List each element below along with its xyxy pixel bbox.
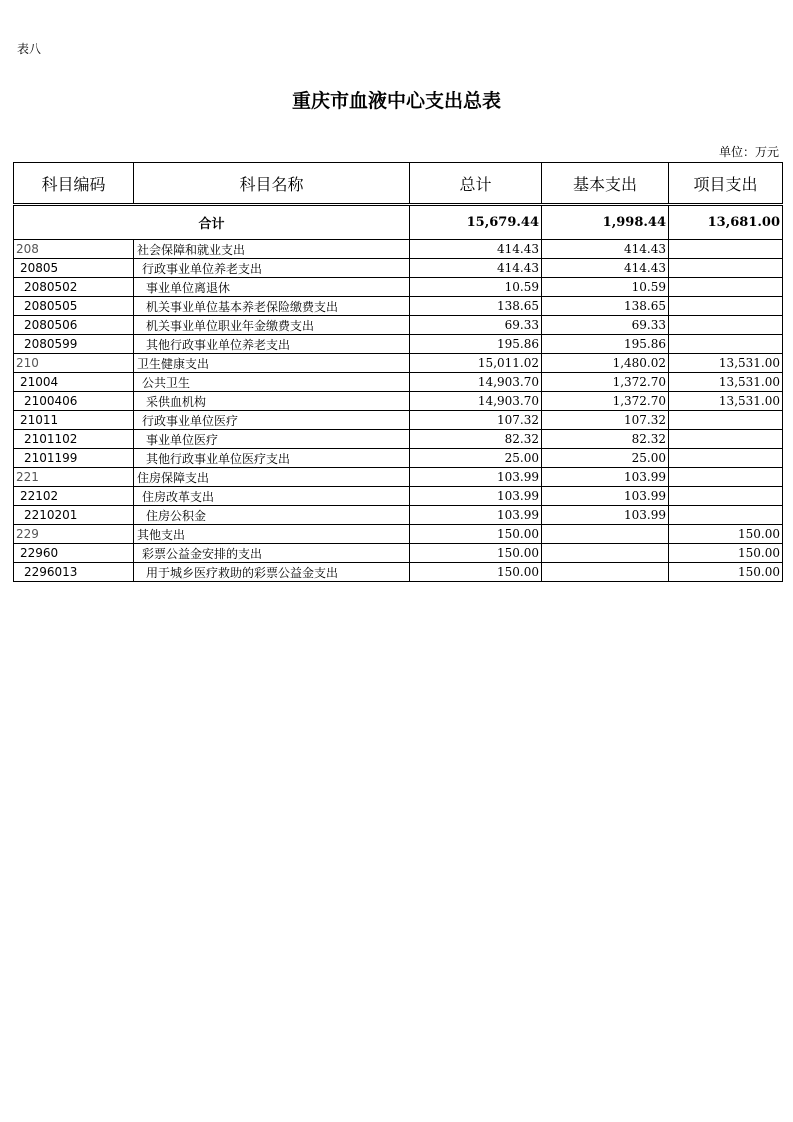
table-row: [14, 240, 783, 259]
table-row: [14, 449, 783, 468]
expenditure-table: [13, 162, 783, 582]
table-row: [14, 430, 783, 449]
row-project: [669, 449, 783, 468]
row-code: 229: [14, 525, 134, 544]
row-total: 414.43: [410, 259, 542, 278]
row-total: 150.00: [410, 544, 542, 563]
row-basic: 25.00: [542, 449, 669, 468]
header-basic: 基本支出: [542, 163, 669, 205]
table-row: [14, 354, 783, 373]
total-basic: 1,998.44: [542, 205, 669, 240]
row-code: 20805: [14, 259, 134, 278]
row-code: 2100406: [14, 392, 134, 411]
row-total: 10.59: [410, 278, 542, 297]
row-project: 13,531.00: [669, 392, 783, 411]
row-project: [669, 506, 783, 525]
row-project: [669, 316, 783, 335]
row-total: 107.32: [410, 411, 542, 430]
row-basic: 138.65: [542, 297, 669, 316]
row-project: [669, 278, 783, 297]
row-name: 住房改革支出: [134, 487, 410, 506]
row-total: 103.99: [410, 487, 542, 506]
row-project: [669, 240, 783, 259]
row-basic: 1,480.02: [542, 354, 669, 373]
row-total: 150.00: [410, 563, 542, 582]
table-header-row: [14, 163, 783, 205]
row-name: 行政事业单位养老支出: [134, 259, 410, 278]
row-name: 其他行政事业单位医疗支出: [134, 449, 410, 468]
unit-note: 单位：万元: [718, 145, 779, 159]
row-total: 103.99: [410, 506, 542, 525]
row-name: 机关事业单位基本养老保险缴费支出: [134, 297, 410, 316]
row-total: 138.65: [410, 297, 542, 316]
header-project: 项目支出: [669, 163, 783, 205]
row-project: [669, 487, 783, 506]
table-row: [14, 392, 783, 411]
table-row: [14, 297, 783, 316]
row-name: 住房公积金: [134, 506, 410, 525]
row-basic: [542, 525, 669, 544]
row-total: 14,903.70: [410, 392, 542, 411]
row-code: 21004: [14, 373, 134, 392]
row-basic: 103.99: [542, 468, 669, 487]
row-project: [669, 335, 783, 354]
row-code: 208: [14, 240, 134, 259]
row-project: 150.00: [669, 525, 783, 544]
row-total: 103.99: [410, 468, 542, 487]
row-total: 82.32: [410, 430, 542, 449]
row-name: 彩票公益金安排的支出: [134, 544, 410, 563]
row-name: 卫生健康支出: [134, 354, 410, 373]
total-project: 13,681.00: [669, 205, 783, 240]
row-name: 采供血机构: [134, 392, 410, 411]
row-project: 13,531.00: [669, 354, 783, 373]
row-code: 2101102: [14, 430, 134, 449]
page-title: 重庆市血液中心支出总表: [291, 90, 501, 112]
header-code: 科目编码: [14, 163, 134, 205]
row-basic: 1,372.70: [542, 392, 669, 411]
row-name: 其他支出: [134, 525, 410, 544]
row-name: 住房保障支出: [134, 468, 410, 487]
row-project: [669, 259, 783, 278]
row-name: 机关事业单位职业年金缴费支出: [134, 316, 410, 335]
row-code: 221: [14, 468, 134, 487]
row-name: 行政事业单位医疗: [134, 411, 410, 430]
row-code: 2080599: [14, 335, 134, 354]
row-project: [669, 297, 783, 316]
row-code: 2296013: [14, 563, 134, 582]
row-code: 2080505: [14, 297, 134, 316]
row-basic: 107.32: [542, 411, 669, 430]
row-code: 2080502: [14, 278, 134, 297]
row-project: [669, 430, 783, 449]
total-sum: 15,679.44: [410, 205, 542, 240]
table-number-label: 表八: [17, 42, 42, 56]
row-project: [669, 411, 783, 430]
table-row: [14, 563, 783, 582]
row-name: 用于城乡医疗救助的彩票公益金支出: [134, 563, 410, 582]
row-name: 事业单位离退休: [134, 278, 410, 297]
table-row: [14, 316, 783, 335]
row-project: [669, 468, 783, 487]
row-basic: 103.99: [542, 487, 669, 506]
row-code: 210: [14, 354, 134, 373]
row-total: 414.43: [410, 240, 542, 259]
row-basic: 414.43: [542, 240, 669, 259]
row-total: 150.00: [410, 525, 542, 544]
table-row: [14, 335, 783, 354]
row-code: 22960: [14, 544, 134, 563]
row-total: 25.00: [410, 449, 542, 468]
row-project: 150.00: [669, 544, 783, 563]
row-code: 2210201: [14, 506, 134, 525]
row-basic: [542, 544, 669, 563]
table-row: [14, 525, 783, 544]
row-name: 公共卫生: [134, 373, 410, 392]
row-total: 195.86: [410, 335, 542, 354]
table-row: [14, 278, 783, 297]
row-name: 社会保障和就业支出: [134, 240, 410, 259]
table-row: [14, 411, 783, 430]
row-name: 其他行政事业单位养老支出: [134, 335, 410, 354]
table-row: [14, 506, 783, 525]
row-code: 2101199: [14, 449, 134, 468]
row-basic: 414.43: [542, 259, 669, 278]
row-basic: 195.86: [542, 335, 669, 354]
header-total: 总计: [410, 163, 542, 205]
total-label: 合计: [14, 205, 410, 240]
row-basic: 10.59: [542, 278, 669, 297]
total-row: [14, 205, 783, 240]
row-basic: [542, 563, 669, 582]
table-row: [14, 259, 783, 278]
row-code: 22102: [14, 487, 134, 506]
row-total: 15,011.02: [410, 354, 542, 373]
row-basic: 1,372.70: [542, 373, 669, 392]
row-basic: 103.99: [542, 506, 669, 525]
row-project: 13,531.00: [669, 373, 783, 392]
table-row: [14, 373, 783, 392]
table-row: [14, 487, 783, 506]
row-project: 150.00: [669, 563, 783, 582]
row-total: 14,903.70: [410, 373, 542, 392]
header-name: 科目名称: [134, 163, 410, 205]
row-code: 2080506: [14, 316, 134, 335]
row-code: 21011: [14, 411, 134, 430]
row-basic: 82.32: [542, 430, 669, 449]
row-basic: 69.33: [542, 316, 669, 335]
row-name: 事业单位医疗: [134, 430, 410, 449]
table-row: [14, 544, 783, 563]
table-row: [14, 468, 783, 487]
row-total: 69.33: [410, 316, 542, 335]
